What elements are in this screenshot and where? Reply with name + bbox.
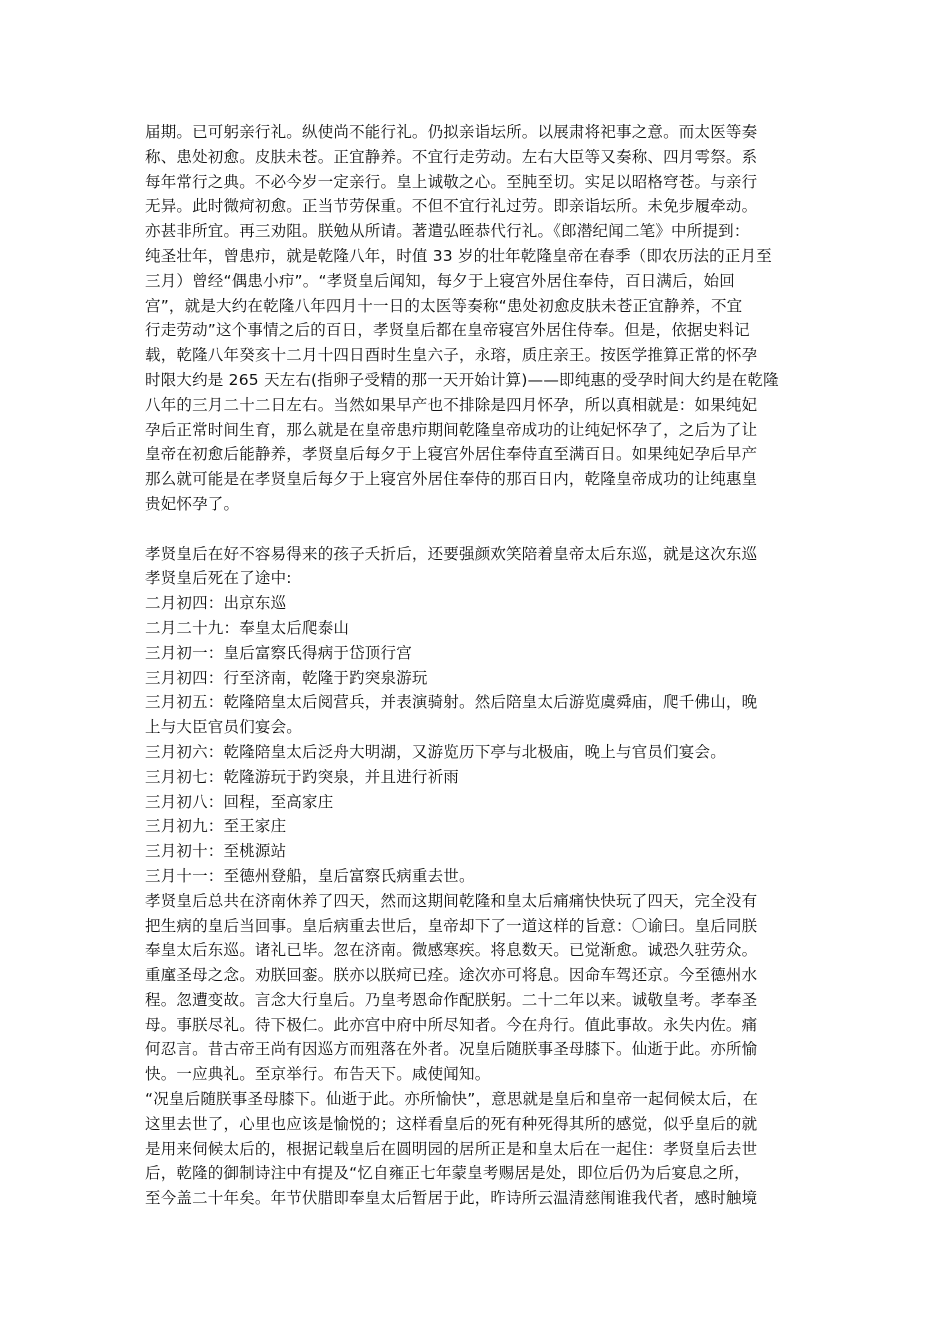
text-line: 时限大约是 265 天左右(指卵子受精的那一天开始计算)——即纯惠的受孕时间大约是在乾隆 [145, 370, 779, 389]
text-line: 程。忽遭变故。言念大行皇后。乃皇考恩命作配朕躬。二十二年以来。诚敬皇考。孝奉圣 [145, 990, 758, 1009]
text-line: 奉皇太后东巡。诸礼已毕。忽在济南。微感寒疾。将息数天。已觉渐愈。诚恐久驻劳众。 [145, 941, 758, 960]
timeline-entry: 三月初四：行至济南，乾隆于趵突泉游玩 [145, 668, 428, 687]
text-line: 纯圣壮年，曾患疖，就是乾隆八年，时值 33 岁的壮年乾隆皇帝在春季（即农历法的正月至 [145, 246, 772, 265]
text-line: 母。事朕尽礼。待下极仁。此亦宫中府中所尽知者。今在舟行。值此事故。永失内佐。痛 [145, 1015, 758, 1034]
text-line: 称、患处初愈。皮肤未苍。正宜静养。不宜行走劳动。左右大臣等又奏称、四月雩祭。系 [145, 147, 758, 166]
text-line: 孝贤皇后在好不容易得来的孩子夭折后，还要强颜欢笑陪着皇帝太后东巡，就是这次东巡 [145, 544, 758, 563]
text-line: 把生病的皇后当回事。皇后病重去世后，皇帝却下了一道这样的旨意：〇谕曰。皇后同朕 [145, 916, 758, 935]
text-line: 那么就可能是在孝贤皇后每夕于上寝宫外居住奉侍的那百日内，乾隆皇帝成功的让纯惠皇 [145, 470, 758, 489]
timeline-entry: 三月初五：乾隆陪皇太后阅营兵，并表演骑射。然后陪皇太后游览虞舜庙，爬千佛山，晚 [145, 693, 758, 712]
text-line: 载，乾隆八年癸亥十二月十四日酉时生皇六子，永瑢，质庄亲王。按医学推算正常的怀孕 [145, 346, 758, 365]
timeline-entry: 三月初六：乾隆陪皇太后泛舟大明湖，又游览历下亭与北极庙，晚上与官员们宴会。 [145, 742, 726, 761]
text-line: 宫”，就是大约在乾隆八年四月十一日的太医等奏称“患处初愈皮肤未苍正宜静养，不宜 [145, 296, 743, 315]
text-line: 至今盖二十年矣。年节伏腊即奉皇太后暂居于此，昨诗所云温清慈闱谁我代者，感时触境 [145, 1189, 758, 1208]
text-line: 重廑圣母之念。劝朕回銮。朕亦以朕疴已痊。途次亦可将息。因命车驾还京。今至德州水 [145, 966, 758, 985]
paragraph-2 [145, 542, 810, 1212]
paragraph-1 [145, 120, 810, 517]
text-line: 每年常行之典。不必今岁一定亲行。皇上诚敬之心。至肫至切。实足以昭格穹苍。与亲行 [145, 172, 758, 191]
text-line: 后，乾隆的御制诗注中有提及“忆自雍正七年蒙皇考赐居是处，即位后仍为后宴息之所， [145, 1164, 750, 1183]
timeline-entry: 三月十一：至德州登船，皇后富察氏病重去世。 [145, 866, 475, 885]
timeline-entry: 三月初十：至桃源站 [145, 842, 287, 861]
paragraph-gap [145, 517, 810, 542]
timeline-entry: 三月初七：乾隆游玩于趵突泉，并且进行祈雨 [145, 767, 460, 786]
timeline-entry: 三月初八：回程，至高家庄 [145, 792, 334, 811]
text-line: 三月）曾经“偶患小疖”。“孝贤皇后闻知，每夕于上寝宫外居住奉侍，百日满后，始回 [145, 271, 735, 290]
text-line: 孝贤皇后死在了途中: [145, 569, 292, 588]
document-page [145, 120, 810, 1211]
text-line: 何忍言。昔古帝王尚有因巡方而殂落在外者。况皇后随朕事圣母膝下。仙逝于此。亦所愉 [145, 1040, 758, 1059]
text-line: 贵妃怀孕了。 [145, 494, 240, 513]
text-line: 这里去世了，心里也应该是愉悦的；这样看皇后的死有种死得其所的感觉，似乎皇后的就 [145, 1114, 758, 1133]
text-line: 孝贤皇后总共在济南休养了四天，然而这期间乾隆和皇太后痛痛快快玩了四天，完全没有 [145, 891, 758, 910]
text-line: 上与大臣官员们宴会。 [145, 718, 303, 737]
text-line: 亦甚非所宜。再三劝阻。朕勉从所请。著遣弘晊恭代行礼。《郎潜纪闻二笔》中所提到： [145, 222, 750, 241]
text-line: 皇帝在初愈后能静养，孝贤皇后每夕于上寝宫外居住奉侍直至满百日。如果纯妃孕后早产 [145, 445, 758, 464]
text-line: 行走劳动”这个事情之后的百日，孝贤皇后都在皇帝寝宫外居住侍奉。但是，依据史料记 [145, 321, 750, 340]
text-line: 八年的三月二十二日左右。当然如果早产也不排除是四月怀孕，所以真相就是：如果纯妃 [145, 395, 758, 414]
text-line: 无异。此时微疴初愈。正当节劳保重。不但不宜行礼过劳。即亲诣坛所。未免步履牵动。 [145, 197, 758, 216]
timeline-entry: 二月初四：出京东巡 [145, 594, 287, 613]
text-line: 届期。已可躬亲行礼。纵使尚不能行礼。仍拟亲诣坛所。以展肃将祀事之意。而太医等奏 [145, 123, 758, 141]
text-line: “况皇后随朕事圣母膝下。仙逝于此。亦所愉快”，意思就是皇后和皇帝一起伺候太后，在 [145, 1090, 759, 1109]
text-line: 孕后正常时间生育，那么就是在皇帝患疖期间乾隆皇帝成功的让纯妃怀孕了，之后为了让 [145, 420, 758, 439]
timeline-entry: 二月二十九：奉皇太后爬泰山 [145, 618, 350, 637]
text-line: 是用来伺候太后的，根据记载皇后在圆明园的居所正是和皇太后在一起住：孝贤皇后去世 [145, 1139, 758, 1158]
timeline-entry: 三月初一：皇后富察氏得病于岱顶行宫 [145, 643, 412, 662]
timeline-entry: 三月初九：至王家庄 [145, 817, 287, 836]
text-line: 快。一应典礼。至京举行。布告天下。咸使闻知。 [145, 1065, 491, 1084]
